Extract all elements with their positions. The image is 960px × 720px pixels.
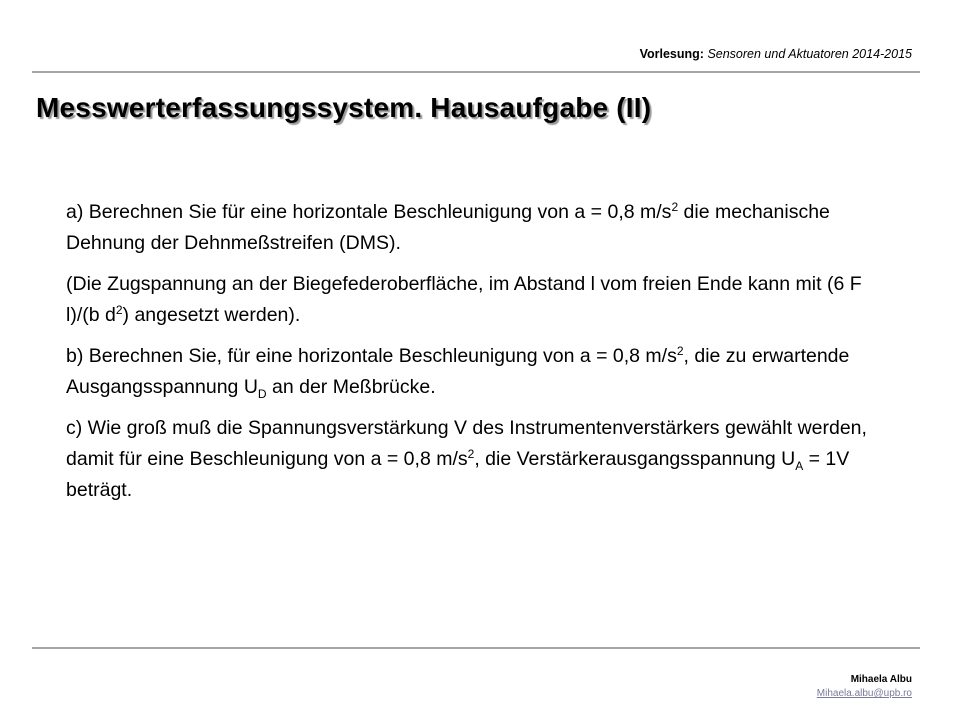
- lecture-header: [640, 47, 912, 61]
- task-note: (Die Zugspannung an der Biegefederoberfläche, im Abstand l vom freien Ende kann mit (6 F l)/(b $d^2$) angesetzt werden).: [66, 273, 862, 326]
- exponent: 2: [676, 344, 684, 358]
- course-name: Sensoren und Aktuatoren 2014-2015: [707, 47, 912, 61]
- subscript: D: [257, 387, 267, 401]
- lecture-label: Vorlesung:: [639, 47, 704, 61]
- author-name: Mihaela Albu: [850, 674, 912, 685]
- exponent: 2: [671, 200, 679, 214]
- task-a: a) Berechnen Sie für eine horizontale Beschleunigung von a = 0,8 $m/s^2$ die mechanische Dehnung der Dehnmeßstreifen (DMS).: [66, 200, 830, 254]
- slide-title: Messwerterfassungssystem. Hausaufgabe (II): [36, 92, 652, 123]
- footer: [817, 673, 912, 701]
- author-email-link[interactable]: Mihaela.albu@upb.ro: [816, 688, 912, 699]
- slide-body: [66, 197, 896, 516]
- task-c: c) Wie groß muß die Spannungsverstärkung V des Instrumentenverstärkers gewählt werden, damit für eine Beschleunigung von a = 0,8 $m/s^2$, die Verstärkerausgangsspannung $U_A = 1V$ beträgt.: [66, 417, 867, 501]
- task-b: b) Berechnen Sie, für eine horizontale Beschleunigung von a = 0,8 $m/s^2$, die zu erwartende Ausgangsspannung $U_D$ an der Meßbrücke.: [66, 344, 850, 401]
- top-divider: [32, 71, 920, 73]
- exponent: 2: [115, 303, 123, 317]
- subscript: A: [795, 459, 804, 473]
- bottom-divider: [32, 647, 920, 649]
- exponent: 2: [467, 447, 475, 461]
